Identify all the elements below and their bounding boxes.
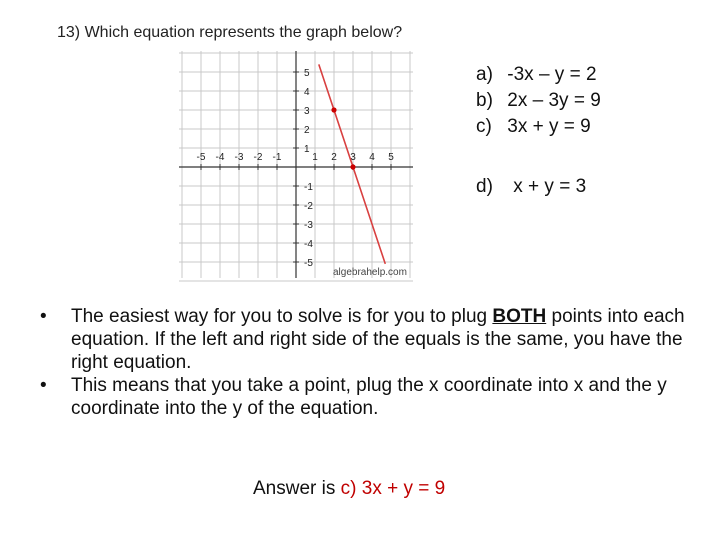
data-point — [331, 107, 336, 112]
choice-text: -3x – y = 2 — [507, 64, 597, 85]
y-tick-label: 3 — [304, 106, 310, 117]
explanation-text: points into each equation. If the left and right side of the equals is the same, you have the right equation. — [71, 306, 685, 373]
explanation-text: The easiest way for you to solve is for you to plug — [71, 306, 493, 327]
choice-text: x + y = 3 — [513, 176, 587, 197]
choice-a — [476, 62, 601, 88]
y-tick-label: 5 — [304, 68, 310, 79]
y-tick-label: -5 — [304, 258, 313, 269]
choice-letter: b) — [476, 90, 493, 111]
explanation-text: This means that you take a point, plug the x coordinate into x and the y coordinate into the y of the equation. — [71, 375, 667, 419]
x-tick-label: 4 — [369, 152, 375, 163]
answer-line — [253, 478, 445, 500]
x-tick-label: -2 — [253, 152, 263, 163]
y-tick-label: -3 — [304, 220, 313, 231]
x-tick-label: -5 — [196, 152, 206, 163]
question-title: 13) Which equation represents the graph below? — [57, 24, 403, 41]
choice-letter: d) — [476, 176, 493, 197]
choice-d — [476, 176, 586, 198]
y-tick-label: -1 — [304, 182, 313, 193]
answer-value: c) 3x + y = 9 — [340, 478, 446, 499]
y-tick-label: 2 — [304, 125, 310, 136]
x-tick-label: 5 — [388, 152, 394, 163]
answer-prefix: Answer is — [253, 478, 341, 499]
x-tick-label: -1 — [272, 152, 282, 163]
watermark-text: algebrahelp.com — [333, 267, 407, 278]
choice-letter: c) — [476, 116, 492, 137]
x-tick-label: -4 — [215, 152, 225, 163]
choice-letter: a) — [476, 64, 493, 85]
explanation-item — [40, 305, 705, 374]
x-tick-label: 1 — [312, 152, 318, 163]
y-tick-label: -2 — [304, 201, 313, 212]
y-tick-label: 1 — [304, 144, 310, 155]
x-tick-label: 3 — [350, 152, 356, 163]
x-tick-label: -3 — [234, 152, 244, 163]
x-tick-label: 2 — [331, 152, 337, 163]
coordinate-graph — [175, 47, 415, 282]
choice-c — [476, 114, 601, 140]
explanation-list — [40, 305, 705, 420]
y-tick-label: 4 — [304, 87, 310, 98]
y-tick-label: -4 — [304, 239, 313, 250]
answer-choices — [476, 62, 601, 140]
explanation-item — [40, 374, 705, 420]
choice-b — [476, 88, 601, 114]
emphasis-text: BOTH — [492, 306, 547, 327]
data-point — [350, 164, 355, 169]
choice-text: 2x – 3y = 9 — [507, 90, 601, 111]
choice-text: 3x + y = 9 — [507, 116, 591, 137]
